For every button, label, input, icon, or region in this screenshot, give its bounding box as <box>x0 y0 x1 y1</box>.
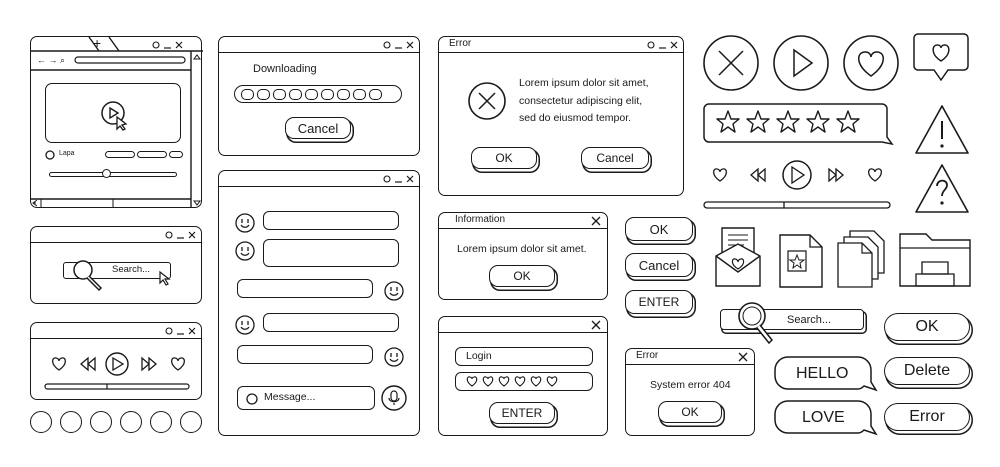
close-icon[interactable] <box>406 41 414 49</box>
slider-handle[interactable] <box>102 169 111 178</box>
close-icon[interactable] <box>592 217 600 225</box>
media-player-window <box>30 322 202 400</box>
media-label: Lapa <box>59 150 75 157</box>
avatar-smiley-icon <box>235 315 255 335</box>
login-field[interactable] <box>455 347 593 366</box>
browser-window <box>30 36 202 208</box>
dialog-title: Information <box>455 214 506 225</box>
ok-button[interactable]: OK <box>625 217 693 241</box>
new-tab-button[interactable]: + <box>93 35 102 51</box>
page-dot[interactable] <box>30 411 52 433</box>
restore-icon[interactable] <box>165 231 173 239</box>
rewind-icon <box>751 169 765 181</box>
close-circle-icon[interactable] <box>702 34 760 92</box>
error-icon <box>467 81 507 121</box>
microphone-icon[interactable] <box>381 385 407 411</box>
avatar-smiley-icon <box>235 213 255 233</box>
password-hearts <box>466 375 558 387</box>
close-icon[interactable] <box>188 327 196 335</box>
dialog-title: Error <box>449 38 472 49</box>
info-dialog <box>438 212 608 300</box>
close-icon[interactable] <box>188 231 196 239</box>
close-icon[interactable] <box>592 321 600 329</box>
like-icon <box>714 169 727 181</box>
page-dot[interactable] <box>150 411 172 433</box>
page-dot[interactable] <box>180 411 202 433</box>
window-controls <box>152 37 183 52</box>
restore-icon[interactable] <box>165 327 173 335</box>
star-icon[interactable] <box>716 110 740 134</box>
restore-icon[interactable] <box>383 41 391 49</box>
delete-button[interactable]: Delete <box>884 357 970 385</box>
error-dialog <box>438 36 684 196</box>
nav-arrows[interactable]: ← → ⌕ <box>37 55 66 65</box>
option-pill[interactable] <box>169 151 183 158</box>
progress-block <box>305 89 318 100</box>
login-window <box>438 316 608 436</box>
progress-block <box>241 89 254 100</box>
folder-icon[interactable] <box>898 230 974 290</box>
question-icon <box>913 162 971 216</box>
info-message: Lorem ipsum dolor sit amet. <box>457 243 587 255</box>
login-label: Login <box>466 350 492 362</box>
download-window <box>218 36 420 156</box>
heart-icon <box>466 375 478 387</box>
files-icon[interactable] <box>836 229 890 291</box>
magnifier-icon <box>69 257 109 297</box>
window-controls <box>383 171 414 186</box>
avatar-smiley-icon <box>235 241 255 261</box>
progress-block <box>321 89 334 100</box>
download-progress <box>234 85 402 103</box>
radio-icon[interactable] <box>45 150 55 160</box>
warning-icon <box>913 103 971 157</box>
minimize-icon[interactable] <box>176 231 185 239</box>
play-icon <box>792 167 804 183</box>
cancel-button[interactable]: Cancel <box>625 253 693 277</box>
minimize-icon[interactable] <box>394 175 403 183</box>
forward-icon <box>829 169 843 181</box>
page-dots <box>30 411 202 433</box>
message-input[interactable] <box>237 386 375 410</box>
cursor-icon <box>159 271 173 287</box>
cancel-button[interactable]: Cancel <box>285 117 351 139</box>
dialog-title: Error <box>636 350 659 361</box>
magnifier-icon <box>734 298 778 346</box>
heart-bubble-icon[interactable] <box>914 34 970 84</box>
page-dot[interactable] <box>90 411 112 433</box>
option-pill[interactable] <box>137 151 167 158</box>
system-error-dialog <box>625 348 755 436</box>
window-controls <box>647 37 678 52</box>
ok-button[interactable]: OK <box>884 313 970 341</box>
hello-label: HELLO <box>796 365 849 382</box>
heart-icon <box>530 375 542 387</box>
restore-icon[interactable] <box>152 41 160 49</box>
close-icon[interactable] <box>175 41 183 49</box>
chat-bubble <box>237 345 373 364</box>
star-rating <box>716 110 860 138</box>
play-circle-icon[interactable] <box>772 34 830 92</box>
window-controls <box>165 323 196 338</box>
love-label: LOVE <box>802 409 845 426</box>
restore-icon[interactable] <box>383 175 391 183</box>
cancel-button[interactable]: Cancel <box>581 147 649 169</box>
heart-icon <box>498 375 510 387</box>
heart-circle-icon[interactable] <box>842 34 900 92</box>
error-message-line-2: consectetur adipiscing elit, <box>519 95 643 107</box>
error-message-line-1: Lorem ipsum dolor sit amet, <box>519 77 649 89</box>
window-controls <box>383 37 414 52</box>
media-controls <box>708 157 893 212</box>
minimize-icon[interactable] <box>163 41 172 49</box>
star-icon[interactable] <box>746 110 770 134</box>
progress-block <box>257 89 270 100</box>
enter-button[interactable]: ENTER <box>489 402 555 424</box>
close-icon[interactable] <box>406 175 414 183</box>
radio-icon <box>246 393 258 405</box>
heart-icon <box>482 375 494 387</box>
password-field[interactable] <box>455 372 593 391</box>
ok-button[interactable]: OK <box>471 147 537 169</box>
chat-window <box>218 170 420 436</box>
error-message-line-3: sed do eiusmod tempor. <box>519 112 632 124</box>
chat-bubble <box>263 211 399 230</box>
chat-bubble <box>237 279 373 298</box>
download-title: Downloading <box>253 63 317 75</box>
minimize-icon[interactable] <box>394 41 403 49</box>
play-cursor-icon[interactable] <box>100 100 130 130</box>
message-placeholder: Message... <box>264 391 316 403</box>
progress-block <box>289 89 302 100</box>
search-placeholder: Search... <box>112 264 151 275</box>
like-icon <box>869 169 882 181</box>
enter-button[interactable]: ENTER <box>625 290 693 314</box>
progress-block <box>353 89 366 100</box>
avatar-smiley-icon <box>384 347 404 367</box>
error-button[interactable]: Error <box>884 403 970 431</box>
avatar-smiley-icon <box>384 281 404 301</box>
minimize-icon[interactable] <box>658 41 667 49</box>
restore-icon[interactable] <box>647 41 655 49</box>
progress-block <box>369 89 382 100</box>
close-icon[interactable] <box>739 353 747 361</box>
player-controls[interactable] <box>47 349 192 397</box>
search-placeholder: Search... <box>787 313 832 326</box>
ok-button[interactable]: OK <box>489 265 555 287</box>
progress-block <box>337 89 350 100</box>
star-icon[interactable] <box>806 110 830 134</box>
close-icon[interactable] <box>670 41 678 49</box>
mail-icon[interactable] <box>714 226 770 288</box>
title-bar <box>439 317 607 333</box>
document-icon[interactable] <box>778 229 828 291</box>
ok-button[interactable]: OK <box>658 401 722 423</box>
heart-icon <box>546 375 558 387</box>
system-error-message: System error 404 <box>650 379 731 391</box>
chat-bubble <box>263 239 399 267</box>
heart-icon <box>514 375 526 387</box>
star-icon[interactable] <box>836 110 860 134</box>
window-controls <box>165 227 196 242</box>
page-dot[interactable] <box>60 411 82 433</box>
star-icon[interactable] <box>776 110 800 134</box>
progress-block <box>273 89 286 100</box>
minimize-icon[interactable] <box>176 327 185 335</box>
media-slider[interactable] <box>49 172 177 177</box>
video-player <box>45 83 181 143</box>
page-dot[interactable] <box>120 411 142 433</box>
search-window <box>30 226 202 304</box>
option-pill[interactable] <box>105 151 135 158</box>
chat-bubble <box>263 313 399 332</box>
